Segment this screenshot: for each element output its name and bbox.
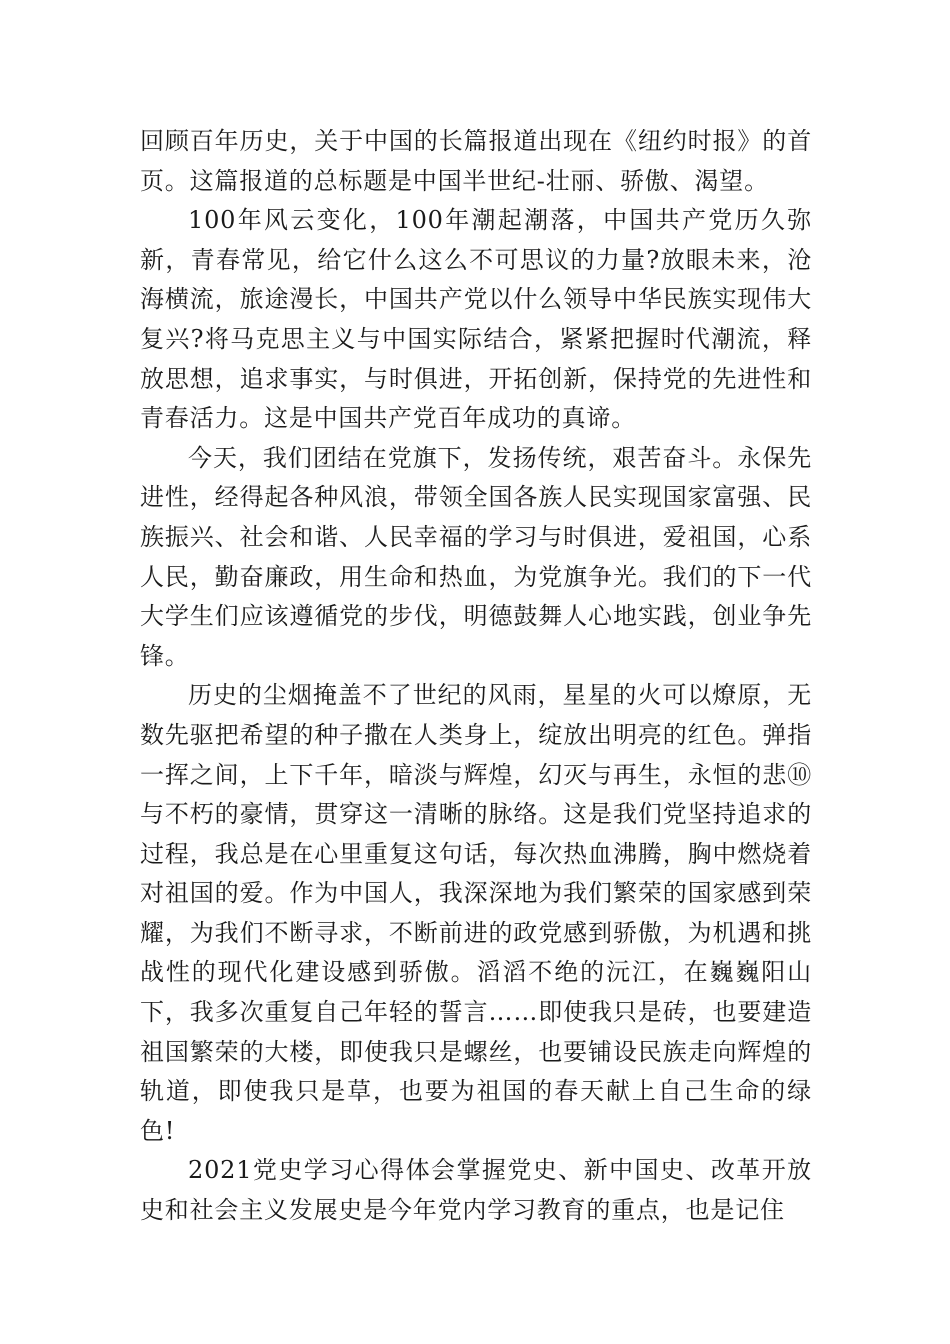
paragraph-5: 2021党史学习心得体会掌握党史、新中国史、改革开放史和社会主义发展史是今年党内学习教育的重点，也是记住 (140, 1156, 812, 1225)
paragraph-2: 100年风云变化，100年潮起潮落，中国共产党历久弥新，青春常见，给它什么这么不可思议的力量?放眼未来，沧海横流，旅途漫长，中国共产党以什么领导中华民族实现伟大复兴?将马克思主义与中国实际结合，紧紧把握时代潮流，释放思想，追求事实，与时俱进，开拓创新，保持党的先进性和青春活力。这是中国共产党百年成功的真谛。 (140, 206, 812, 433)
paragraph-4: 历史的尘烟掩盖不了世纪的风雨，星星的火可以燎原，无数先驱把希望的种子撒在人类身上，绽放出明亮的红色。弹指一挥之间，上下千年，暗淡与辉煌，幻灭与再生，永恒的悲⑩与不朽的豪情，贯穿这一清晰的脉络。这是我们党坚持追求的过程，我总是在心里重复这句话，每次热血沸腾，胸中燃烧着对祖国的爱。作为中国人，我深深地为我们繁荣的国家感到荣耀，为我们不断寻求，不断前进的政党感到骄傲，为机遇和挑战性的现代化建设感到骄傲。滔滔不绝的沅江，在巍巍阳山下，我多次重复自己年轻的誓言……即使我只是砖，也要建造祖国繁荣的大楼，即使我只是螺丝，也要铺设民族走向辉煌的轨道，即使我只是草，也要为祖国的春天献上自己生命的绿色! (140, 681, 812, 1145)
paragraph-3: 今天，我们团结在党旗下，发扬传统，艰苦奋斗。永保先进性，经得起各种风浪，带领全国各族人民实现国家富强、民族振兴、社会和谐、人民幸福的学习与时俱进，爱祖国，心系人民，勤奋廉政，用生命和热血，为党旗争光。我们的下一代大学生们应该遵循党的步伐，明德鼓舞人心地实践，创业争先锋。 (140, 443, 812, 670)
document-body (140, 122, 812, 1231)
paragraph-1: 回顾百年历史，关于中国的长篇报道出现在《纽约时报》的首页。这篇报道的总标题是中国半世纪-壮丽、骄傲、渴望。 (140, 127, 812, 195)
